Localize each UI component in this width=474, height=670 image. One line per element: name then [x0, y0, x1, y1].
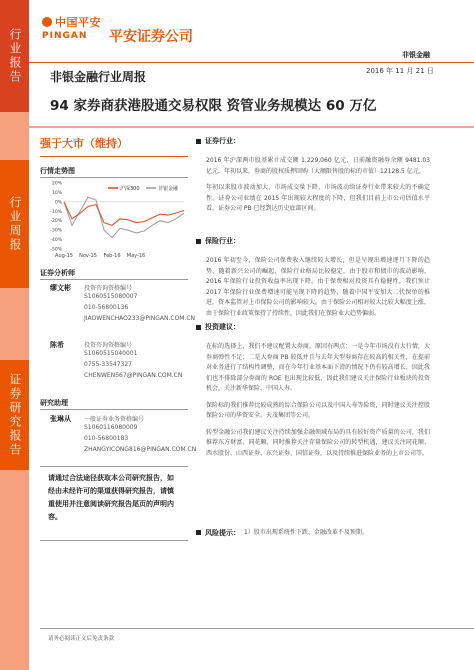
legend-label-hs300: 沪深300	[120, 186, 140, 192]
analyst-phone: 0755-33547327	[84, 361, 132, 368]
logo-english: PINGAN	[42, 31, 88, 41]
report-date: 2016 年 11 月 21 日	[366, 67, 434, 75]
analyst-name: 缪文彬	[50, 284, 71, 292]
brand-logo	[42, 14, 101, 41]
analyst-label: 证券分析师	[40, 269, 75, 277]
section-para: 转型金融公司我们建议关注持续加强金融领域布局的具有较好资产质量的公司，我们推荐东方财富、同花顺、同时推荐关注存量保险公司的转型机遇，建议关注同花顺、西水股份、山西证券、东兴证券、国信证券，以及持续推进保险业务的上市公司等。	[206, 428, 430, 457]
disclaimer-rule	[40, 466, 188, 467]
y-tick-label: -50%	[50, 247, 62, 253]
section-para: 2016 年沪深两市股基累计成交额 1,229,060 亿元，日前融资融券余额 9481.03 亿元，年初以来，券商的股权质押回购（大额限售股的标的市值）12128.5 亿元。	[206, 157, 430, 175]
section-title: 风险提示：	[205, 529, 240, 537]
research-rule	[40, 409, 188, 410]
disclaimer-text: 请通过合法途径获取本公司研究报告，如经由未经许可的渠道获得研究报告，请慎重使用并注意阅读研究报告尾页的声明内容。	[48, 474, 174, 521]
chart-title: 行情走势图	[40, 167, 75, 175]
report-type: 非银金融行业周报	[50, 70, 147, 84]
analyst-cert: 投资咨询资格编号	[84, 342, 133, 349]
sidebar-section-research: 证券研究报告	[0, 360, 29, 470]
section-insurance	[196, 236, 430, 319]
section-title: 证券行业：	[196, 136, 430, 146]
legend-label-nonbank: 非银金融	[158, 186, 179, 192]
pingan-logo-icon	[42, 17, 52, 27]
analyst-id: S1060515080007	[84, 293, 138, 300]
section-securities	[196, 136, 430, 215]
title-rule	[29, 126, 474, 128]
sidebar-section-weekly: 行业周报	[0, 160, 29, 288]
x-tick-label: Aug-15	[55, 253, 73, 259]
report-sidebar	[0, 0, 29, 670]
analyst-phone: 010-56800136	[84, 304, 129, 311]
y-tick-label: -30%	[50, 228, 62, 234]
section-investment	[196, 322, 430, 459]
logo-chinese: 中国平安	[55, 16, 101, 29]
section-bullet-icon	[196, 239, 201, 244]
y-tick-label: 0%	[54, 200, 62, 206]
analyst-email: CHENWEN567@PINGAN.COM.CN	[84, 372, 183, 379]
section-para: 1）股市出现系统性下跌、金融改革不及预期。	[244, 529, 368, 536]
chart-title-rule	[40, 177, 188, 178]
section-bullet-icon	[196, 139, 201, 144]
header-rule	[29, 62, 474, 63]
rating-rule	[40, 156, 188, 157]
section-bullet-icon	[196, 530, 201, 535]
y-tick-label: 10%	[51, 190, 62, 196]
y-tick-label: -10%	[50, 209, 62, 215]
x-tick-label: Feb-16	[103, 253, 121, 259]
y-tick-label: -40%	[50, 238, 62, 244]
market-trend-chart	[38, 179, 188, 263]
chart-legend	[108, 185, 179, 192]
series-line-nonbank	[64, 197, 184, 238]
analyst-cert: 一般证券业务资格编号	[84, 416, 145, 423]
section-title: 投资建议：	[196, 322, 430, 332]
analyst-details	[84, 342, 194, 380]
section-bullet-icon	[196, 325, 201, 330]
section-para: 在标的选择上，我们不建议配置大券商，原因有两点：一是今年市场没有大行情，大券商弹性不足；二是大券商 PB 较低并且与去年大型券商存在较高的相关性，在提前对业务进行了结构性调整，而在今年行业基本面下滑的情况下仍有较高增长，因此我们也不排除部分券商的 ROE 也出现比较低，因此我们建议关注保险行业板块的投资机会，关注新华保险、中国人寿。	[206, 343, 430, 392]
y-tick-label: 20%	[51, 181, 62, 187]
sidebar-fill-mid	[0, 112, 29, 160]
company-name: 平安证券公司	[109, 29, 193, 45]
footer-text: 请务必阅读正文后免责条款	[48, 636, 115, 642]
disclaimer-bottom-rule	[40, 540, 188, 541]
analyst-cert: 投资咨询资格编号	[84, 285, 133, 292]
research-assistant-label: 研究助理	[40, 399, 68, 407]
sidebar-fill-lower	[0, 288, 29, 360]
x-tick-label: Nov-15	[79, 253, 97, 259]
report-title: 94 家券商获港股通交易权限 资管业务规模达 60 万亿	[50, 98, 377, 114]
analyst-name: 张琳从	[50, 415, 71, 423]
section-para: 保险标的我们推荐比较成熟的综合保险公司以及中国人寿等险资，同时建议关注控股保险公司的华资安全、天茂集团等公司。	[206, 401, 430, 419]
x-tick-label: May-16	[126, 253, 146, 259]
industry-tag: 非银金融	[402, 51, 430, 59]
rating: 强于大市（维持）	[40, 137, 128, 150]
analyst-details	[84, 416, 197, 454]
analyst-id: S1060116080009	[84, 424, 138, 431]
sidebar-section-industry-report: 行业报告	[0, 0, 29, 112]
footer-rule	[40, 628, 474, 629]
analyst-email: JIAOWENCHAO233@PINGAN.COM.CN	[84, 315, 196, 322]
analyst-rule	[40, 279, 188, 280]
analyst-email: ZHANGYICONG816@PINGAN.COM.CN	[84, 446, 197, 453]
section-para: 年初以来股市波动加大，市场成交量下降，市场波动给证券行业带来较大的不确定性。证券公司业绩在 2015 年出现较大程度的下降，但我们目前上市公司估值水平看，证券公司 PB 已经到达历史底部区间。	[206, 184, 430, 212]
sidebar-fill-bottom	[0, 470, 29, 670]
analyst-id: S1060515040001	[84, 350, 138, 357]
section-para: 2016 年初至今，保险公司保费收入继续较大增长，但是呈现出增速逐月下降的趋势，随着新兴公司的崛起，保险行业格局比较稳定，由于股市和债市的波动影响，2016 年保险行业投资收益率出现下降。由于保费相对投资具有稳健性，我们预计 2017 年保险行业保费增速可能呈现下降的趋势，随着中国平安加大二代保单的推进，资本监管对上市保险公司的影响较大。由于保险公司相对较大比较大幅度上涨，由于保险行业政策保持了持续性，因此我们在保险业大趋势偏弱。	[206, 257, 430, 317]
analyst-details	[84, 285, 194, 323]
section-title: 保险行业：	[196, 236, 430, 246]
analyst-phone: 010-56800183	[84, 435, 129, 442]
y-tick-label: -20%	[50, 219, 62, 225]
analyst-name: 陈希	[50, 341, 64, 349]
section-risk	[196, 528, 430, 539]
